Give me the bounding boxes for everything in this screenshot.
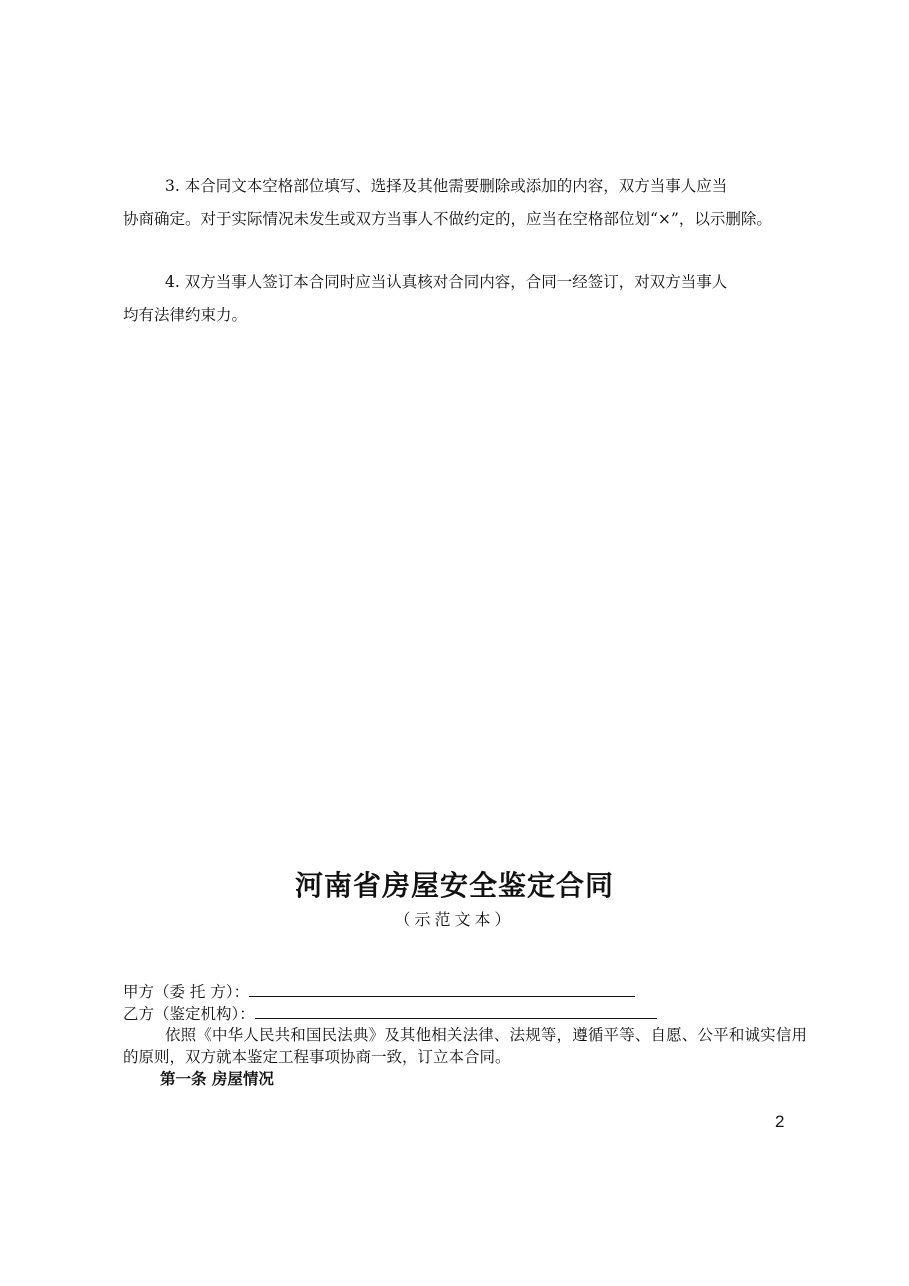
page-number: 2 (775, 1112, 785, 1131)
intro-continuation: 实信用的原则，双方就本鉴定工程事项协商一致，订立本合同。 (123, 1026, 807, 1066)
article-1-heading: 第一条 房屋情况 (160, 1069, 274, 1088)
contract-subtitle: （示范文本） (394, 910, 515, 929)
instruction-note-3 (123, 170, 793, 236)
note-4-continuation: 均有法律约束力。 (123, 306, 248, 324)
party-a-line (123, 980, 635, 1003)
note-3-continuation: 协商确定。对于实际情况未发生或双方当事人不做约定的，应当在空格部位划“×”，以示删除。 (123, 210, 772, 228)
intro-first-line: 依照《中华人民共和国民法典》及其他相关法律、法规等，遵循平等、自愿、公平和诚 (165, 1026, 761, 1044)
contract-title: 河南省房屋安全鉴定合同 (294, 869, 614, 902)
note-4-first-line: 4. 双方当事人签订本合同时应当认真核对合同内容，合同一经签订，对双方当事人 (165, 273, 728, 291)
party-a-label: 甲方（委 托 方）： (123, 983, 250, 1001)
intro-paragraph (123, 1024, 807, 1068)
note-3-first-line: 3. 本合同文本空格部位填写、选择及其他需要删除或添加的内容，双方当事人应当 (165, 177, 728, 195)
party-b-label: 乙方（鉴定机构）： (123, 1005, 255, 1023)
party-b-line (123, 1002, 657, 1025)
party-b-blank-field[interactable] (255, 1002, 657, 1019)
party-a-blank-field[interactable] (249, 980, 635, 997)
instruction-note-4 (123, 266, 793, 332)
